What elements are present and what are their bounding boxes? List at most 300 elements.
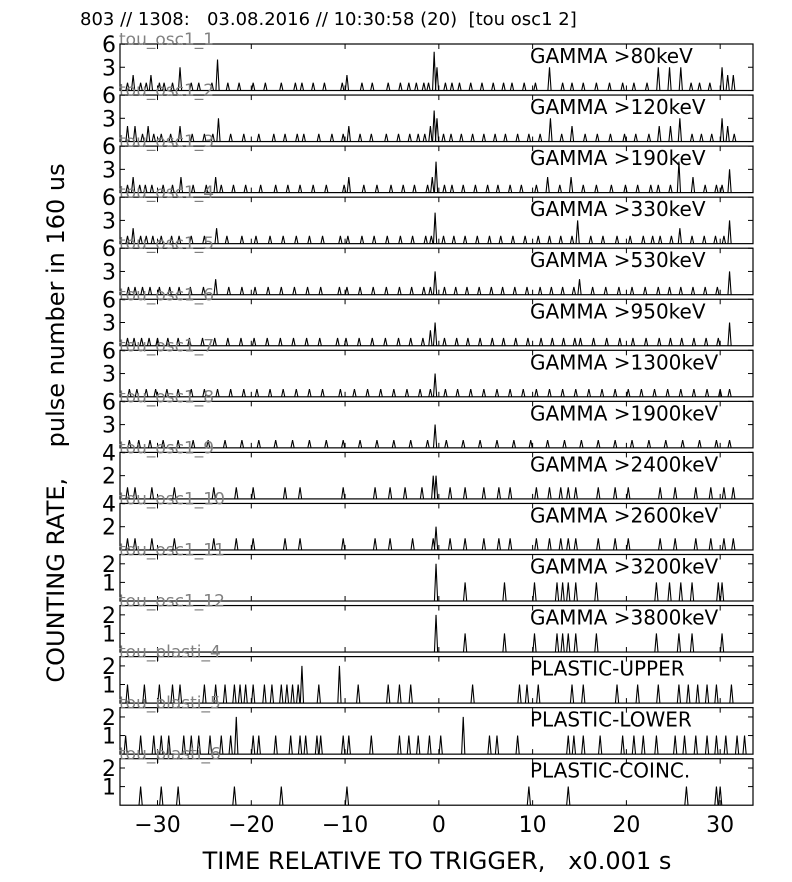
y-tick-label: 3 (102, 209, 116, 235)
count-spike (443, 185, 446, 193)
count-spike (342, 538, 345, 550)
count-spike (353, 389, 356, 397)
count-spike (655, 736, 658, 755)
count-spike (289, 736, 292, 755)
count-spike (274, 185, 277, 193)
count-spike (549, 118, 552, 141)
count-spike (555, 582, 558, 601)
count-spike (679, 582, 682, 601)
count-spike (574, 582, 577, 601)
panel-name: tou_osc1_10 (119, 489, 225, 510)
count-spike (434, 527, 437, 550)
count-spike (733, 134, 736, 142)
count-spike (548, 487, 551, 499)
count-spike (330, 134, 333, 142)
count-spike (610, 185, 613, 193)
count-spike (679, 389, 682, 397)
count-spike (717, 338, 720, 346)
count-spike (252, 83, 255, 91)
channel-label: GAMMA >2600keV (530, 503, 719, 528)
count-spike (424, 236, 427, 244)
count-spike (642, 736, 645, 755)
panel-name: tou_osc1_2 (119, 81, 215, 102)
count-spike (216, 60, 219, 91)
channel-label: GAMMA >2400keV (530, 452, 719, 477)
count-spike (458, 83, 461, 91)
count-spike (345, 287, 348, 295)
count-spike (669, 338, 672, 346)
count-spike (642, 236, 645, 244)
x-tick-label: 30 (706, 813, 735, 839)
count-spike (139, 787, 142, 806)
count-spike (627, 487, 630, 499)
count-spike (267, 287, 270, 295)
count-spike (226, 83, 229, 91)
count-spike (295, 236, 298, 244)
count-spike (728, 389, 731, 397)
x-tick-label: 20 (612, 813, 641, 839)
count-spike (442, 236, 445, 244)
count-spike (623, 134, 626, 142)
count-spike (535, 538, 538, 550)
count-spike (422, 83, 425, 91)
count-spike (298, 736, 301, 755)
count-spike (572, 736, 575, 755)
count-spike (403, 487, 406, 499)
count-spike (433, 425, 436, 448)
y-tick-label: 1 (102, 673, 116, 699)
count-spike (279, 338, 282, 346)
count-spike (539, 134, 542, 142)
count-spike (582, 736, 585, 755)
count-spike (229, 389, 232, 397)
count-spike (482, 487, 485, 499)
count-spike (630, 440, 633, 448)
y-tick-label: 4 (102, 441, 116, 467)
count-spike (644, 338, 647, 346)
count-spike (399, 236, 402, 244)
count-spike (732, 487, 735, 499)
count-spike (561, 389, 564, 397)
count-spike (509, 389, 512, 397)
count-spike (587, 389, 590, 397)
count-spike (604, 287, 607, 295)
y-axis-label: COUNTING RATE, pulse number in 160 us (42, 163, 70, 683)
count-spike (704, 287, 707, 295)
x-tick-label: −10 (321, 813, 369, 839)
count-spike (535, 185, 538, 193)
count-spike (546, 440, 549, 448)
count-spike (503, 582, 506, 601)
count-spike (255, 389, 258, 397)
count-spike (525, 685, 528, 704)
count-spike (644, 287, 647, 295)
count-spike (584, 134, 587, 142)
count-spike (389, 185, 392, 193)
count-spike (659, 487, 662, 499)
count-spike (683, 736, 686, 755)
count-spike (668, 67, 671, 90)
count-spike (280, 787, 283, 806)
panel-name: tou_osc1_7 (119, 336, 215, 357)
count-spike (427, 83, 430, 91)
count-spike (449, 134, 452, 142)
count-spike (743, 736, 746, 755)
count-spike (253, 338, 256, 346)
x-tick-label: 0 (431, 813, 446, 839)
count-spike (409, 338, 412, 346)
count-spike (670, 236, 673, 244)
count-spike (726, 126, 729, 142)
count-spike (685, 787, 688, 806)
count-spike (298, 538, 301, 550)
count-spike (388, 538, 391, 550)
count-spike (728, 271, 731, 294)
count-spike (429, 287, 432, 295)
count-spike (312, 185, 315, 193)
count-spike (615, 236, 618, 244)
count-spike (435, 118, 438, 141)
count-spike (317, 134, 320, 142)
count-spike (674, 736, 677, 755)
count-spike (524, 236, 527, 244)
count-spike (567, 787, 570, 806)
count-spike (679, 287, 682, 295)
count-spike (360, 236, 363, 244)
count-spike (510, 83, 513, 91)
channel-label: GAMMA >1900keV (530, 401, 719, 426)
count-spike (681, 440, 684, 448)
channel-label: PLASTIC-COINC. (530, 758, 691, 783)
count-spike (387, 83, 390, 91)
channel-label: GAMMA >1300keV (530, 350, 719, 375)
plot-header: 803 // 1308: 03.08.2016 // 10:30:58 (20) [tou osc1 2] (80, 9, 577, 30)
count-spike (392, 389, 395, 397)
count-spike (609, 134, 612, 142)
count-spike (570, 83, 573, 91)
count-spike (344, 338, 347, 346)
count-spike (240, 287, 243, 295)
count-spike (373, 538, 376, 550)
count-spike (342, 134, 345, 142)
count-spike (512, 440, 515, 448)
count-spike (499, 236, 502, 244)
panel-name: tou_plasti_6 (119, 744, 221, 765)
panel-name: tou_osc1_11 (119, 540, 225, 561)
count-spike (677, 685, 680, 704)
count-spike (464, 582, 467, 601)
count-spike (502, 83, 505, 91)
count-spike (216, 389, 219, 397)
count-spike (229, 134, 232, 142)
count-spike (434, 476, 437, 499)
count-spike (488, 236, 491, 244)
count-spike (479, 338, 482, 346)
count-spike (410, 287, 413, 295)
count-spike (443, 287, 446, 295)
channel-label: GAMMA >330keV (530, 197, 706, 222)
count-spike (574, 487, 577, 499)
count-spike (254, 236, 257, 244)
count-spike (409, 440, 412, 448)
count-spike (283, 538, 286, 550)
count-spike (567, 487, 570, 499)
count-spike (280, 685, 283, 704)
count-spike (722, 538, 725, 550)
count-spike (291, 685, 294, 704)
count-spike (479, 440, 482, 448)
panel-name: tou_osc1_12 (119, 591, 225, 612)
count-spike (252, 538, 255, 550)
count-spike (548, 236, 551, 244)
count-spike (696, 685, 699, 704)
count-spike (664, 440, 667, 448)
count-spike (715, 736, 718, 755)
count-spike (657, 67, 660, 90)
count-spike (534, 83, 537, 91)
count-spike (319, 287, 322, 295)
count-spike (317, 685, 320, 704)
count-spike (597, 538, 600, 550)
count-spike (293, 287, 296, 295)
channel-label: GAMMA >950keV (530, 299, 706, 324)
count-spike (282, 389, 285, 397)
count-spike (657, 185, 660, 193)
count-spike (615, 685, 618, 704)
count-spike (469, 389, 472, 397)
y-tick-label: 6 (102, 288, 116, 314)
count-spike (370, 736, 373, 755)
count-spike (631, 338, 634, 346)
count-spike (325, 440, 328, 448)
count-spike (687, 685, 690, 704)
count-spike (455, 338, 458, 346)
count-spike (229, 736, 232, 755)
count-spike (471, 685, 474, 704)
count-spike (491, 338, 494, 346)
channel-label: GAMMA >80keV (530, 44, 693, 68)
count-spike (306, 287, 309, 295)
count-spike (263, 685, 266, 704)
count-spike (548, 389, 551, 397)
count-spike (474, 185, 477, 193)
count-spike (244, 685, 247, 704)
count-spike (433, 374, 436, 397)
count-spike (503, 633, 506, 652)
y-tick-label: 3 (102, 362, 116, 388)
count-spike (388, 487, 391, 499)
count-spike (589, 236, 592, 244)
count-spike (690, 633, 693, 652)
count-spike (690, 582, 693, 601)
count-spike (567, 538, 570, 550)
count-spike (630, 287, 633, 295)
count-spike (647, 440, 650, 448)
count-spike (321, 236, 324, 244)
count-spike (362, 185, 365, 193)
count-spike (550, 287, 553, 295)
count-spike (705, 685, 708, 704)
count-spike (680, 338, 683, 346)
count-spike (285, 685, 288, 704)
count-spike (494, 134, 497, 142)
count-spike (439, 736, 442, 755)
count-spike (358, 338, 361, 346)
count-spike (252, 736, 255, 755)
count-spike (705, 389, 708, 397)
count-spike (617, 287, 620, 295)
count-spike (535, 389, 538, 397)
count-spike (605, 338, 608, 346)
count-spike (490, 287, 493, 295)
count-spike (539, 287, 542, 295)
count-spike (375, 185, 378, 193)
count-spike (264, 83, 267, 91)
count-spike (253, 287, 256, 295)
count-spike (666, 389, 669, 397)
count-spike (225, 236, 228, 244)
count-spike (659, 538, 662, 550)
count-spike (347, 126, 350, 142)
count-spike (537, 236, 540, 244)
count-spike (338, 666, 341, 703)
count-spike (694, 538, 697, 550)
count-spike (339, 236, 342, 244)
count-spike (257, 736, 260, 755)
count-spike (372, 287, 375, 295)
count-spike (595, 633, 598, 652)
count-spike (297, 685, 300, 704)
count-spike (296, 134, 299, 142)
count-spike (582, 185, 585, 193)
count-spike (298, 487, 301, 499)
y-tick-label: 1 (102, 571, 116, 597)
count-spike (415, 83, 418, 91)
count-spike (319, 736, 322, 755)
count-spike (433, 213, 436, 244)
count-spike (274, 440, 277, 448)
count-spike (478, 287, 481, 295)
count-spike (535, 487, 538, 499)
count-spike (704, 185, 707, 193)
count-spike (379, 389, 382, 397)
count-spike (476, 236, 479, 244)
count-spike (233, 787, 236, 806)
count-spike (636, 185, 639, 193)
count-spike (445, 440, 448, 448)
count-spike (237, 83, 240, 91)
count-spike (469, 83, 472, 91)
count-spike (668, 287, 671, 295)
count-spike (591, 287, 594, 295)
count-spike (214, 177, 217, 193)
count-spike (669, 185, 672, 193)
count-spike (614, 538, 617, 550)
count-spike (450, 83, 453, 91)
count-spike (373, 236, 376, 244)
y-tick-label: 6 (102, 237, 116, 263)
count-spike (399, 83, 402, 91)
count-spike (341, 83, 344, 91)
panel-name: tou_osc1_4 (119, 183, 215, 204)
count-spike (435, 67, 438, 90)
count-spike (371, 338, 374, 346)
count-spike (592, 338, 595, 346)
y-tick-label: 3 (102, 107, 116, 133)
count-spike (705, 338, 708, 346)
count-spike (160, 787, 163, 806)
count-spike (722, 236, 725, 244)
count-spike (460, 134, 463, 142)
count-spike (720, 118, 723, 141)
y-tick-label: 2 (102, 464, 116, 490)
count-spike (397, 134, 400, 142)
count-spike (518, 685, 521, 704)
count-spike (385, 287, 388, 295)
count-spike (346, 236, 349, 244)
count-spike (674, 538, 677, 550)
y-tick-label: 4 (102, 492, 116, 518)
y-tick-label: 6 (102, 84, 116, 110)
count-spike (373, 487, 376, 499)
count-spike (563, 440, 566, 448)
count-spike (392, 440, 395, 448)
count-spike (679, 67, 682, 90)
count-spike (677, 633, 680, 652)
panel-name: tou_osc1_9 (119, 438, 215, 459)
channel-label: GAMMA >3800keV (530, 605, 719, 630)
count-spike (428, 736, 431, 755)
count-spike (709, 487, 712, 499)
count-spike (423, 134, 426, 142)
channel-label: PLASTIC-LOWER (530, 707, 692, 732)
count-spike (339, 389, 342, 397)
count-spike (509, 538, 512, 550)
count-spike (385, 134, 388, 142)
count-spike (570, 685, 573, 704)
count-spike (497, 487, 500, 499)
count-spike (730, 685, 733, 704)
count-spike (454, 287, 457, 295)
count-spike (294, 83, 297, 91)
count-spike (426, 185, 429, 193)
count-spike (709, 538, 712, 550)
count-spike (280, 287, 283, 295)
count-spike (235, 538, 238, 550)
count-spike (298, 185, 301, 193)
count-spike (464, 487, 467, 499)
count-spike (270, 685, 273, 704)
count-spike (691, 287, 694, 295)
count-spike (728, 169, 731, 192)
count-spike (420, 487, 423, 499)
count-spike (471, 134, 474, 142)
count-spike (238, 685, 241, 704)
count-spike (347, 736, 350, 755)
count-spike (300, 666, 303, 703)
count-spike (614, 487, 617, 499)
count-spike (429, 389, 432, 397)
count-spike (257, 134, 260, 142)
count-spike (526, 338, 529, 346)
count-spike (595, 185, 598, 193)
count-spike (422, 287, 425, 295)
count-spike (728, 220, 731, 243)
count-spike (716, 287, 719, 295)
count-spike (523, 83, 526, 91)
x-tick-label: −20 (228, 813, 275, 839)
count-spike (634, 134, 637, 142)
